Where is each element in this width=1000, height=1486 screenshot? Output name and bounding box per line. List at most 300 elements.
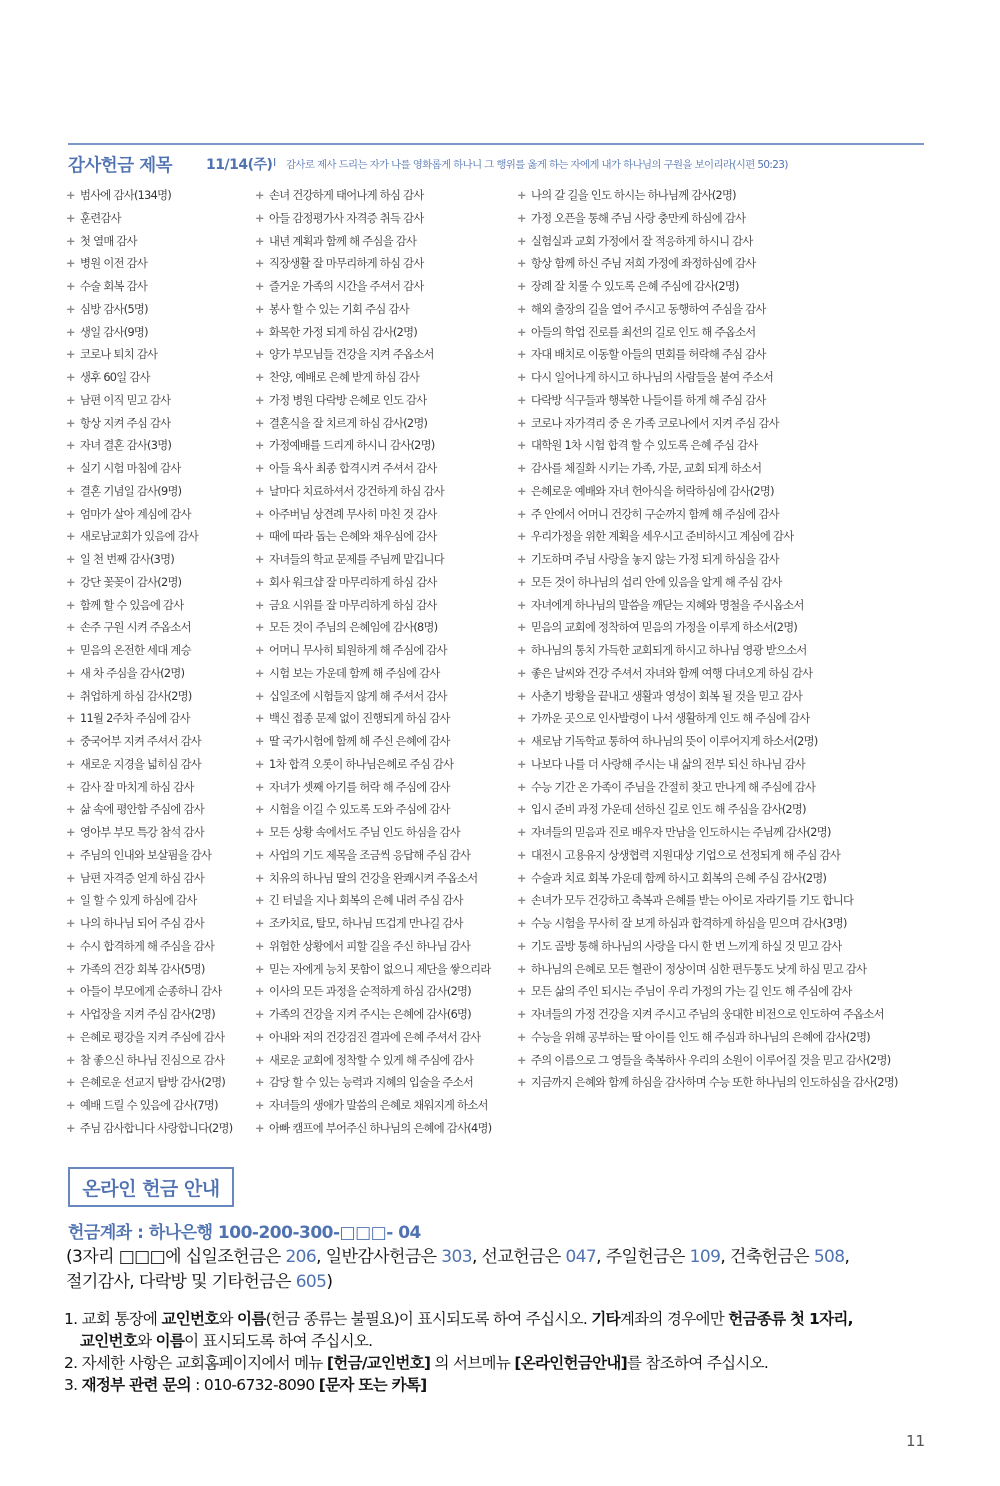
thanks-item [66, 552, 251, 575]
thanks-item-text: 모든 것이 하나님의 섭리 안에 있음을 알게 해 주심 감사 [531, 575, 782, 589]
thanks-item-text: 백신 접종 문제 없이 진행되게 하심 감사 [269, 712, 450, 726]
thanks-item-text: 아들 감정평가사 자격증 취득 감사 [269, 211, 424, 225]
thanks-item-text: 믿음의 온전한 세대 계승 [80, 644, 191, 657]
code-text: 절기감사, 다락방 및 기타헌금은 [66, 1272, 296, 1292]
thanks-item-text: 자대 배치로 이동할 아들의 면회를 허락해 주심 감사 [531, 348, 766, 362]
thanks-item-text: 양가 부모님들 건강을 지켜 주옵소서 [269, 348, 434, 362]
thanks-item [66, 780, 251, 803]
thanks-item [255, 1075, 517, 1098]
tithe-code: 206 [285, 1247, 317, 1267]
thanks-item-text: 때에 따라 돕는 은혜와 채우심에 감사 [269, 530, 437, 544]
plus-icon: + [66, 666, 75, 680]
thanks-item [66, 370, 251, 393]
code-text: , 선교헌금은 [471, 1247, 566, 1267]
thanks-item [517, 325, 937, 348]
thanks-item-text: 강단 꽃꽂이 감사(2명) [80, 575, 182, 589]
note-text: 를 참조하여 주십시오. [627, 1354, 769, 1372]
thanks-list-column-1 [66, 188, 251, 1144]
offering-codes-line-1 [66, 1242, 849, 1267]
sunday-code: 109 [689, 1247, 721, 1267]
thanks-item-text: 다락방 식구들과 행복한 나들이를 하게 해 주심 감사 [531, 393, 766, 407]
page-number: 11 [906, 1432, 926, 1450]
thanks-item-text: 주님의 인내와 보살핌을 감사 [80, 848, 212, 862]
thanks-item-text: 기도 골방 통해 하나님의 사랑을 다시 한 번 느끼게 하실 것 믿고 감사 [531, 939, 842, 953]
thanks-item-text: 새로남 기독학교 통하여 하나님의 뜻이 이루어지게 하소서(2명) [531, 735, 818, 748]
note-text: 와 [218, 1310, 238, 1328]
thanks-item [255, 598, 517, 621]
plus-icon: + [517, 462, 526, 475]
plus-icon: + [66, 689, 75, 703]
thanks-item [517, 734, 937, 757]
thanks-item-text: 새로운 교회에 정착할 수 있게 해 주심에 감사 [269, 1053, 474, 1067]
thanks-item [66, 802, 251, 825]
thanks-item [517, 962, 937, 985]
thanks-item [517, 1007, 937, 1030]
thanks-item-text: 남편 이직 믿고 감사 [80, 393, 171, 407]
thanks-item [255, 1121, 517, 1144]
offering-codes-line-2 [66, 1267, 332, 1292]
thanks-item [517, 689, 937, 712]
thanks-item [66, 916, 251, 939]
thanks-item [255, 757, 517, 780]
plus-icon: + [255, 507, 264, 521]
note-text: 3. [64, 1376, 82, 1394]
note-bold: 헌금종류 첫 1자리, [728, 1310, 853, 1328]
plus-icon: + [66, 189, 75, 202]
plus-icon: + [255, 371, 264, 384]
plus-icon: + [255, 848, 264, 862]
bible-verse: 감사로 제사 드리는 자가 나를 영화롭게 하나니 그 행위를 옳게 하는 자에게 내가 하나님의 구원을 보이리라(시편 50:23) [286, 159, 788, 171]
plus-icon: + [517, 530, 526, 544]
thanks-item-text: 영아부 부모 특강 참석 감사 [80, 826, 204, 839]
code-text: , 건축헌금은 [720, 1247, 814, 1267]
thanks-item [517, 1030, 937, 1053]
thanks-item [66, 325, 251, 348]
thanks-item [255, 416, 517, 439]
thanks-item-text: 아주버님 상견례 무사히 마친 것 감사 [269, 507, 437, 521]
thanks-item [255, 643, 517, 666]
thanks-item [66, 689, 251, 712]
note-text: 계좌의 경우에만 [619, 1310, 729, 1328]
thanks-item [517, 939, 937, 962]
thanks-item-text: 코로나 퇴치 감사 [80, 348, 158, 362]
thanks-item [255, 552, 517, 575]
thanks-item [255, 916, 517, 939]
plus-icon: + [255, 302, 264, 316]
plus-icon: + [66, 848, 75, 862]
thanks-item-text: 삶 속에 평안함 주심에 감사 [80, 803, 204, 817]
thanks-item-text: 십일조에 시험들지 않게 해 주셔서 감사 [269, 689, 447, 703]
thanks-code: 303 [441, 1247, 472, 1267]
thanks-item-text: 모든 상황 속에서도 주님 인도 하심을 감사 [269, 826, 460, 839]
thanks-item [66, 939, 251, 962]
plus-icon: + [517, 1008, 526, 1021]
plus-icon: + [517, 848, 526, 862]
thanks-item [66, 461, 251, 484]
thanks-item-text: 주님 감사합니다 사랑합니다(2명) [80, 1121, 233, 1135]
plus-icon: + [66, 712, 75, 726]
note-bold: [문자 또는 카톡] [318, 1376, 427, 1394]
thanks-item [517, 757, 937, 780]
plus-icon: + [255, 735, 264, 748]
thanks-item-text: 시험을 이길 수 있도록 도와 주심에 감사 [269, 803, 450, 817]
thanks-item [255, 825, 517, 848]
plus-icon: + [66, 234, 75, 248]
plus-icon: + [517, 871, 526, 885]
thanks-item-text: 새로운 지경을 넓히심 감사 [80, 757, 202, 771]
plus-icon: + [255, 985, 264, 999]
plus-icon: + [255, 325, 264, 339]
note-bold: 이름 [155, 1332, 185, 1350]
thanks-item-text: 입시 준비 과정 가운데 선하신 길로 인도 해 주심을 감사(2명) [531, 803, 806, 817]
thanks-item-text: 수능을 위해 공부하는 딸 아이를 인도 해 주심과 하나님의 은혜에 감사(2명) [531, 1030, 870, 1044]
plus-icon: + [255, 712, 264, 726]
plus-icon: + [255, 803, 264, 817]
plus-icon: + [66, 939, 75, 953]
thanks-item-text: 시험 보는 가운데 함께 해 주심에 감사 [269, 666, 440, 680]
thanks-item-text: 다시 일어나게 하시고 하나님의 사람들을 붙여 주소서 [531, 371, 774, 384]
thanks-item-text: 자녀들의 가정 건강을 지켜 주시고 주님의 웅대한 비전으로 인도하여 주옵소서 [531, 1008, 884, 1021]
thanks-item-text: 일 할 수 있게 하심에 감사 [80, 894, 197, 908]
thanks-item [517, 234, 937, 257]
thanks-item-text: 아빠 캠프에 부어주신 하나님의 은혜에 감사(4명) [269, 1121, 492, 1135]
thanks-item [517, 279, 937, 302]
thanks-item-text: 중국어부 지켜 주셔서 감사 [80, 735, 202, 748]
plus-icon: + [255, 211, 264, 225]
note-2 [64, 1351, 768, 1373]
offering-date: 11/14(주) [206, 157, 273, 173]
thanks-item [66, 188, 251, 211]
thanks-item [255, 256, 517, 279]
thanks-item [517, 507, 937, 530]
thanks-item [517, 347, 937, 370]
plus-icon: + [517, 757, 526, 771]
thanks-item-text: 날마다 치료하셔서 강건하게 하심 감사 [269, 484, 444, 498]
thanks-item-text: 직장생활 잘 마무리하게 하심 감사 [269, 257, 424, 271]
thanks-item [255, 962, 517, 985]
code-text: , [844, 1247, 850, 1267]
thanks-item [255, 461, 517, 484]
thanks-item-text: 감사를 체질화 시키는 가족, 가문, 교회 되게 하소서 [531, 462, 762, 475]
plus-icon: + [517, 689, 526, 703]
thanks-item-text: 감당 할 수 있는 능력과 지혜의 입술을 주소서 [269, 1076, 474, 1090]
plus-icon: + [517, 234, 526, 248]
thanks-item [66, 256, 251, 279]
thanks-item [517, 1075, 937, 1098]
note-text: 이 표시되도록 하여 주십시오. [184, 1332, 373, 1350]
thanks-item-text: 취업하게 하심 감사(2명) [80, 689, 192, 703]
thanks-item-text: 모든 삶의 주인 되시는 주님이 우리 가정의 가는 길 인도 해 주심에 감사 [531, 985, 852, 999]
thanks-item-text: 실험실과 교회 가정에서 잘 적응하게 하시니 감사 [531, 234, 753, 248]
plus-icon: + [255, 621, 264, 635]
note-bold: 교인번호 [161, 1310, 219, 1328]
thanks-item-text: 첫 열매 감사 [80, 234, 137, 248]
plus-icon: + [517, 917, 526, 930]
thanks-item-text: 자녀 결혼 감사(3명) [80, 439, 172, 453]
building-code: 508 [813, 1247, 845, 1267]
note-bold: 기타 [591, 1310, 620, 1328]
plus-icon: + [66, 257, 75, 271]
thanks-item [66, 279, 251, 302]
plus-icon: + [66, 553, 75, 566]
thanks-item-text: 화목한 가정 되게 하심 감사(2명) [269, 325, 418, 339]
plus-icon: + [255, 530, 264, 544]
note-text: 와 [137, 1332, 156, 1350]
plus-icon: + [66, 484, 75, 498]
plus-icon: + [517, 507, 526, 521]
thanks-item [517, 984, 937, 1007]
thanks-list-column-3 [517, 188, 937, 1098]
thanks-item [66, 984, 251, 1007]
thanks-item [255, 734, 517, 757]
thanks-item [255, 666, 517, 689]
thanks-item-text: 수시 합격하게 해 주심을 감사 [80, 939, 215, 953]
thanks-item [66, 211, 251, 234]
plus-icon: + [66, 917, 75, 930]
plus-icon: + [255, 1053, 264, 1067]
thanks-item-text: 나의 갈 길을 인도 하시는 하나님께 감사(2명) [531, 189, 736, 202]
thanks-item [66, 962, 251, 985]
thanks-item [66, 1007, 251, 1030]
note-bold: [헌금/교인번호] [326, 1354, 431, 1372]
thanks-item-text: 병원 이전 감사 [80, 257, 148, 271]
thanks-item-text: 가정 오픈을 통해 주님 사랑 충만케 하심에 감사 [531, 211, 746, 225]
thanks-item [517, 188, 937, 211]
thanks-item-text: 범사에 감사(134명) [80, 189, 172, 202]
thanks-item [517, 552, 937, 575]
note-bold: 이름 [237, 1310, 266, 1328]
thanks-item-text: 엄마가 살아 계심에 감사 [80, 507, 191, 521]
plus-icon: + [255, 234, 264, 248]
plus-icon: + [255, 644, 264, 657]
thanks-item-text: 찬양, 예배로 은혜 받게 하심 감사 [269, 371, 420, 384]
plus-icon: + [517, 211, 526, 225]
thanks-item [66, 347, 251, 370]
header-separator: I [273, 156, 277, 169]
thanks-item [517, 370, 937, 393]
code-text: ) [326, 1272, 333, 1292]
thanks-list-column-2 [255, 188, 517, 1144]
thanks-item-text: 함께 할 수 있음에 감사 [80, 598, 184, 612]
thanks-item-text: 기도하며 주님 사랑을 놓지 않는 가정 되게 하심을 감사 [531, 553, 779, 566]
thanks-item [66, 598, 251, 621]
code-text: , 일반감사헌금은 [316, 1247, 442, 1267]
plus-icon: + [517, 666, 526, 680]
thanks-item-text: 나의 하나님 되어 주심 감사 [80, 917, 204, 930]
plus-icon: + [255, 826, 264, 839]
thanks-item-text: 딸 국가시험에 함께 해 주신 은혜에 감사 [269, 735, 450, 748]
plus-icon: + [255, 598, 264, 612]
plus-icon: + [517, 348, 526, 362]
thanks-item-text: 주 안에서 어머니 건강히 구순까지 함께 해 주심에 감사 [531, 507, 779, 521]
thanks-item-text: 손녀가 모두 건강하고 축복과 은혜를 받는 아이로 자라기를 기도 합니다 [531, 894, 854, 908]
thanks-item-text: 아내와 저의 건강검진 결과에 은혜 주셔서 감사 [269, 1030, 481, 1044]
plus-icon: + [517, 416, 526, 430]
plus-icon: + [66, 325, 75, 339]
thanks-item-text: 생일 감사(9명) [80, 325, 148, 339]
plus-icon: + [517, 803, 526, 817]
thanks-item [66, 893, 251, 916]
thanks-item [517, 438, 937, 461]
plus-icon: + [517, 1053, 526, 1067]
plus-icon: + [66, 393, 75, 407]
thanks-item [66, 734, 251, 757]
plus-icon: + [517, 780, 526, 794]
thanks-item [255, 620, 517, 643]
thanks-item [255, 347, 517, 370]
plus-icon: + [255, 894, 264, 908]
plus-icon: + [517, 598, 526, 612]
plus-icon: + [66, 757, 75, 771]
thanks-item-text: 사춘기 방황을 끝내고 생활과 영성이 회복 될 것을 믿고 감사 [531, 689, 803, 703]
thanks-item [66, 575, 251, 598]
plus-icon: + [255, 257, 264, 271]
plus-icon: + [66, 644, 75, 657]
plus-icon: + [255, 416, 264, 430]
thanks-item-text: 남편 자격증 얻게 하심 감사 [80, 871, 204, 885]
thanks-item-text: 결혼 기념일 감사(9명) [80, 484, 182, 498]
thanks-offering-header [68, 150, 948, 180]
thanks-item [66, 393, 251, 416]
plus-icon: + [66, 1121, 75, 1135]
thanks-item [66, 871, 251, 894]
thanks-item [255, 302, 517, 325]
mission-code: 047 [565, 1247, 597, 1267]
thanks-item-text: 자녀들의 믿음과 진로 배우자 만남을 인도하시는 주님께 감사(2명) [531, 826, 831, 839]
plus-icon: + [255, 917, 264, 930]
thanks-item-text: 자녀에게 하나님의 말씀을 깨닫는 지혜와 명철을 주시옵소서 [531, 598, 804, 612]
plus-icon: + [66, 462, 75, 475]
note-1-continued [80, 1329, 372, 1351]
plus-icon: + [517, 621, 526, 635]
plus-icon: + [255, 1121, 264, 1135]
plus-icon: + [517, 393, 526, 407]
plus-icon: + [517, 553, 526, 566]
thanks-item [255, 689, 517, 712]
thanks-item [66, 757, 251, 780]
section-title: 감사헌금 제목 [68, 156, 173, 176]
thanks-item [255, 848, 517, 871]
thanks-item-text: 나보다 나를 더 사랑해 주시는 내 삶의 전부 되신 하나님 감사 [531, 757, 806, 771]
thanks-item-text: 믿음의 교회에 정착하여 믿음의 가정을 이루게 하소서(2명) [531, 621, 798, 635]
online-offering-title: 온라인 헌금 안내 [68, 1167, 234, 1207]
thanks-item-text: 회사 워크샵 잘 마무리하게 하심 감사 [269, 575, 437, 589]
thanks-item [66, 711, 251, 734]
thanks-item [517, 711, 937, 734]
thanks-item [517, 302, 937, 325]
plus-icon: + [517, 1030, 526, 1044]
thanks-item-text: 주의 이름으로 그 영들을 축복하사 우리의 소원이 이루어질 것을 믿고 감사(2명) [531, 1053, 891, 1067]
thanks-item [517, 598, 937, 621]
thanks-item-text: 대전시 고용유지 상생협력 지원대상 기업으로 선정되게 해 주심 감사 [531, 848, 841, 862]
thanks-item [255, 507, 517, 530]
plus-icon: + [517, 962, 526, 976]
thanks-item-text: 훈련감사 [80, 211, 121, 225]
plus-icon: + [517, 484, 526, 498]
thanks-item-text: 위험한 상황에서 피할 길을 주신 하나님 감사 [269, 939, 471, 953]
thanks-item [517, 256, 937, 279]
plus-icon: + [517, 644, 526, 657]
thanks-item-text: 사업의 기도 제목을 조금씩 응답해 주심 감사 [269, 848, 471, 862]
plus-icon: + [66, 1053, 75, 1067]
thanks-item [66, 1030, 251, 1053]
thanks-item-text: 가족의 건강 회복 감사(5명) [80, 962, 205, 976]
plus-icon: + [517, 280, 526, 293]
thanks-item-text: 긴 터널을 지나 회복의 은혜 내려 주심 감사 [269, 894, 463, 908]
thanks-item-text: 손녀 건강하게 태어나게 하심 감사 [269, 189, 424, 202]
thanks-item [66, 1121, 251, 1144]
plus-icon: + [66, 598, 75, 612]
code-text: , 주일헌금은 [596, 1247, 690, 1267]
thanks-item-text: 가정 병원 다락방 은혜로 인도 감사 [269, 393, 427, 407]
thanks-item [66, 438, 251, 461]
thanks-item-text: 우리가정을 위한 계획을 세우시고 준비하시고 계심에 감사 [531, 530, 794, 544]
thanks-item [517, 666, 937, 689]
plus-icon: + [66, 348, 75, 362]
thanks-item [66, 825, 251, 848]
thanks-item [517, 484, 937, 507]
thanks-item [517, 416, 937, 439]
code-text: (3자리 □□□에 십일조헌금은 [66, 1247, 286, 1267]
thanks-item [66, 484, 251, 507]
thanks-item-text: 은혜로운 예배와 자녀 헌아식을 허락하심에 감사(2명) [531, 484, 774, 498]
note-text: 의 서브메뉴 [430, 1354, 515, 1372]
thanks-item-text: 장례 잘 치룰 수 있도록 은혜 주심에 감사(2명) [531, 280, 739, 293]
thanks-item-text: 자녀들의 생애가 말씀의 은혜로 채워지게 하소서 [269, 1099, 488, 1112]
plus-icon: + [255, 280, 264, 293]
thanks-item-text: 예배 드릴 수 있음에 감사(7명) [80, 1099, 218, 1112]
note-1 [64, 1307, 853, 1329]
thanks-item [255, 188, 517, 211]
thanks-item-text: 이사의 모든 과정을 순적하게 하심 감사(2명) [269, 985, 471, 999]
plus-icon: + [517, 826, 526, 839]
plus-icon: + [255, 939, 264, 953]
plus-icon: + [255, 1099, 264, 1112]
thanks-item-text: 치유의 하나님 딸의 건강을 완쾌시켜 주옵소서 [269, 871, 478, 885]
thanks-item [66, 848, 251, 871]
thanks-item [517, 825, 937, 848]
thanks-item-text: 봉사 할 수 있는 기회 주심 감사 [269, 302, 409, 316]
thanks-item-text: 가까운 곳으로 인사발령이 나서 생활하게 인도 해 주심에 감사 [531, 712, 810, 726]
thanks-item-text: 좋은 날씨와 건강 주셔서 자녀와 함께 여행 다녀오게 하심 감사 [531, 666, 813, 680]
plus-icon: + [255, 666, 264, 680]
plus-icon: + [255, 1076, 264, 1090]
thanks-item [66, 1053, 251, 1076]
plus-icon: + [517, 712, 526, 726]
thanks-item [66, 1098, 251, 1121]
thanks-item-text: 수능 시험을 무사히 잘 보게 하심과 합격하게 하심을 믿으며 감사(3명) [531, 917, 847, 930]
thanks-item-text: 사업장을 지켜 주심 감사(2명) [80, 1008, 215, 1021]
thanks-item [66, 529, 251, 552]
plus-icon: + [66, 780, 75, 794]
thanks-item-text: 하나님의 통치 가득한 교회되게 하시고 하나님 영광 받으소서 [531, 644, 807, 657]
note-3 [64, 1373, 427, 1395]
thanks-item-text: 참 좋으신 하나님 진심으로 감사 [80, 1053, 225, 1067]
note-bold: 재정부 관련 문의 [81, 1376, 191, 1394]
thanks-item-text: 믿는 자에게 능치 못함이 없으니 제단을 쌓으리라 [269, 962, 491, 976]
plus-icon: + [66, 416, 75, 430]
plus-icon: + [517, 735, 526, 748]
thanks-item [255, 711, 517, 734]
thanks-item [255, 393, 517, 416]
plus-icon: + [255, 393, 264, 407]
thanks-item-text: 아들의 학업 진로를 최선의 길로 인도 해 주옵소서 [531, 325, 756, 339]
plus-icon: + [517, 439, 526, 453]
thanks-item-text: 내년 계획과 함께 해 주심을 감사 [269, 234, 417, 248]
other-code: 605 [295, 1272, 327, 1292]
note-bold: 교인번호 [80, 1332, 138, 1350]
plus-icon: + [66, 371, 75, 384]
